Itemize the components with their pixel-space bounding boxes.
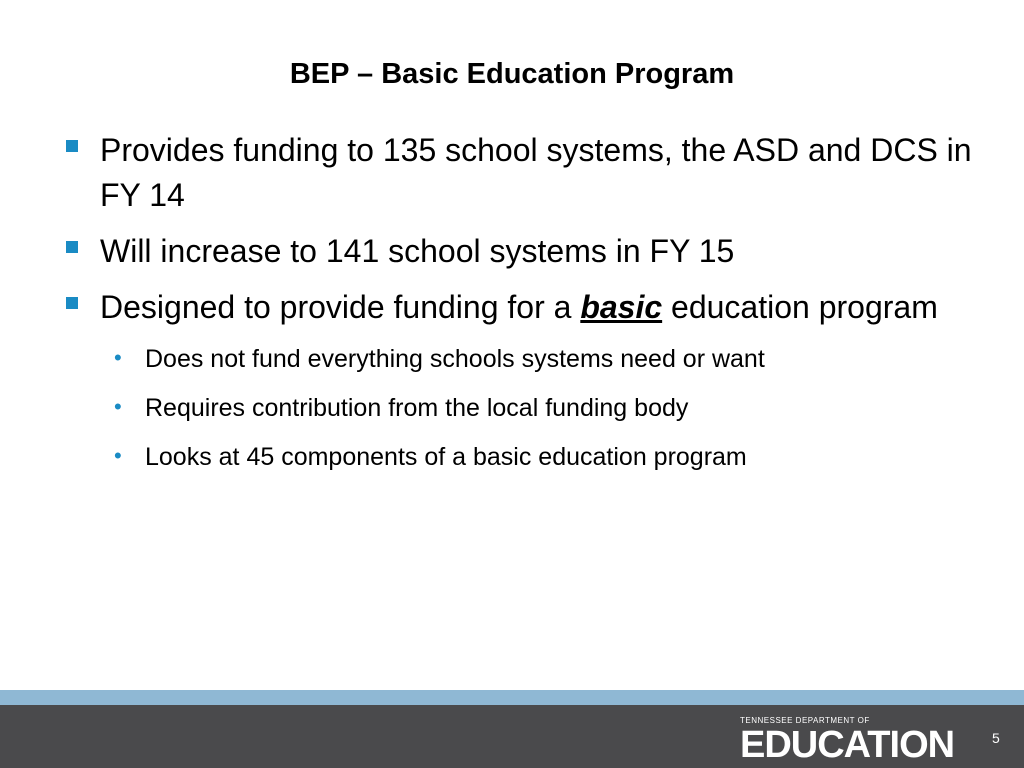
logo-subtitle: TENNESSEE DEPARTMENT OF — [740, 716, 870, 725]
bullet-emphasis: basic — [580, 289, 663, 325]
dot-bullet-icon: • — [114, 345, 122, 370]
bullet-text-before: Designed to provide funding for a — [100, 289, 581, 325]
sub-bullet-text: Looks at 45 components of a basic education program — [145, 443, 747, 471]
bullet-text: Provides funding to 135 school systems, the ASD and DCS in FY 14 — [100, 132, 972, 213]
sub-bullet-text: Requires contribution from the local funding body — [145, 394, 689, 422]
logo-wordmark: EDUCATION — [740, 724, 955, 766]
page-number: 5 — [992, 730, 1000, 746]
square-bullet-icon — [66, 241, 78, 253]
footer-stripe — [0, 690, 1024, 705]
bullet-item — [62, 229, 982, 274]
bullet-list — [62, 128, 982, 488]
sub-bullet-text: Does not fund everything schools systems need or want — [145, 345, 765, 373]
dot-bullet-icon: • — [114, 394, 122, 419]
bullet-item — [62, 285, 982, 330]
tennessee-education-logo — [740, 716, 970, 764]
square-bullet-icon — [66, 297, 78, 309]
dot-bullet-icon: • — [114, 443, 122, 468]
bullet-text-after: education program — [662, 289, 938, 325]
square-bullet-icon — [66, 140, 78, 152]
bullet-text: Will increase to 141 school systems in FY 15 — [100, 233, 735, 269]
slide-title: BEP – Basic Education Program — [289, 58, 735, 90]
sub-bullet-item — [62, 341, 982, 377]
sub-bullet-item — [62, 439, 982, 475]
sub-bullet-item — [62, 390, 982, 426]
bullet-item — [62, 128, 982, 218]
